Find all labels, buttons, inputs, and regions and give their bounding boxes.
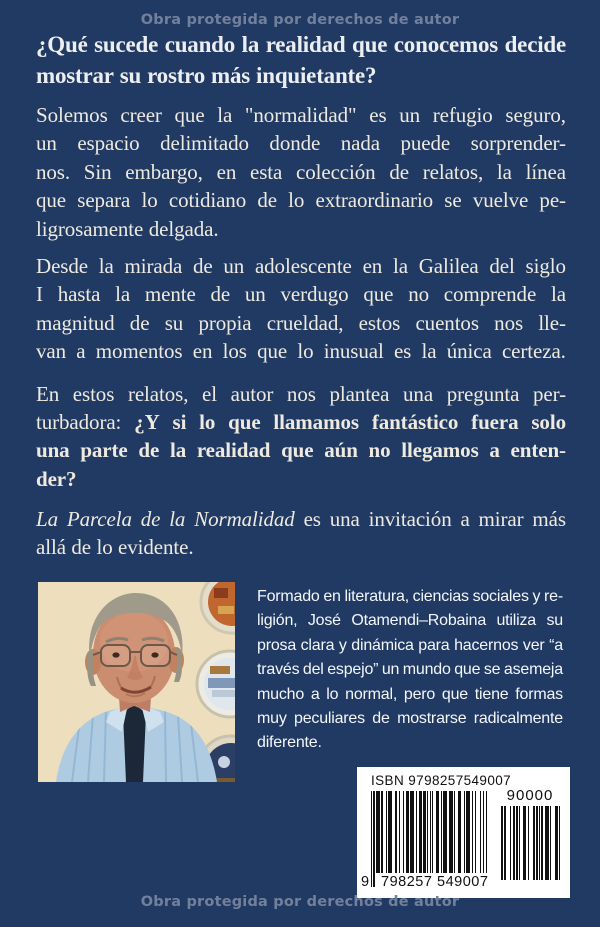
paragraph-invitacion xyxy=(36,507,566,564)
barcode-bar xyxy=(480,791,481,873)
text-line: un espacio delimitado donde nada puede sorprender- xyxy=(36,131,566,156)
text-line: mostrar su rostro más inquietante? xyxy=(36,63,377,88)
text-line: que separa lo cotidiano de lo extraordinario se vuelve pe- xyxy=(36,188,566,213)
text-line: turbadora: ¿Y si lo que llamamos fantástico fuera solo xyxy=(36,409,566,434)
text-line: través del espejo” un mundo que se asemeja xyxy=(257,661,563,679)
isbn-barcode-panel xyxy=(357,767,570,898)
text-line: Formado en literatura, ciencias sociales y re- xyxy=(257,588,563,605)
barcode-bar xyxy=(519,806,520,880)
barcode-bar xyxy=(386,791,387,873)
barcode-digit-group-2: 798257 xyxy=(378,873,435,891)
text-line: I hasta la mente de un verdugo que no comprende la xyxy=(36,282,566,307)
barcode-bar xyxy=(516,806,517,880)
barcode-bar xyxy=(403,791,404,873)
copyright-watermark-top: Obra protegida por derechos de autor xyxy=(140,12,460,28)
barcode-bar xyxy=(545,806,549,880)
text-line: En estos relatos, el autor nos plantea una pregunta per- xyxy=(36,381,566,406)
barcode-supplement-bars xyxy=(500,806,560,880)
barcode-bar xyxy=(419,791,423,873)
text-line: muy peculiares de mostrarse radicalmente xyxy=(257,709,563,727)
barcode-bar xyxy=(436,791,440,873)
barcode-bar xyxy=(423,791,425,873)
text-line: van a momentos en los que lo inusual es la única certeza. xyxy=(36,339,566,364)
barcode-digit-group-3: 549007 xyxy=(434,873,491,891)
author-portrait-illustration xyxy=(38,582,235,782)
paragraph-pregunta-perturbadora xyxy=(36,382,566,496)
barcode-bar xyxy=(441,791,442,873)
author-bio xyxy=(257,588,563,759)
text-line: nos. Sin embargo, en esta colección de relatos, la línea xyxy=(36,159,566,184)
text-line: una parte de la realidad que aún no llegamos a enten- xyxy=(36,438,566,463)
barcode-bar xyxy=(454,791,455,873)
isbn-label: ISBN 9798257549007 xyxy=(371,773,512,788)
barcode-bar xyxy=(432,791,433,873)
barcode-bar xyxy=(472,791,473,873)
copyright-watermark-bottom: Obra protegida por derechos de autor xyxy=(140,894,460,910)
barcode-bar xyxy=(410,791,414,873)
barcode-bar xyxy=(449,791,453,873)
barcode-digits xyxy=(361,873,491,893)
back-cover-text-column xyxy=(36,32,566,564)
barcode-bar xyxy=(458,791,462,873)
barcode-bar xyxy=(504,806,507,880)
barcode-bar xyxy=(376,791,380,873)
text-line: diferente. xyxy=(257,734,322,752)
text-line: prosa clara y dinámica para hacernos ver “a xyxy=(257,636,563,654)
barcode-bar xyxy=(536,806,537,880)
barcode-bar xyxy=(381,791,383,873)
text-line: ligrosamente delgada. xyxy=(36,216,219,241)
text-line: der? xyxy=(36,466,77,491)
barcode-bar xyxy=(443,791,447,873)
barcode-bar xyxy=(559,806,560,880)
text-line: Desde la mirada de un adolescente en la Galilea del siglo xyxy=(36,253,566,278)
barcode-bar xyxy=(528,806,529,880)
barcode-bar xyxy=(501,806,502,880)
text-line: mucho a lo normal, pero que tiene formas xyxy=(257,685,563,703)
barcode-bar xyxy=(539,806,540,880)
barcode-supplement-label: 90000 xyxy=(506,787,554,804)
text-line: Solemos creer que la "normalidad" es un refugio seguro, xyxy=(36,103,566,127)
barcode-bar xyxy=(541,806,542,880)
barcode-bar xyxy=(406,791,408,873)
headline xyxy=(36,32,566,94)
barcode-bar xyxy=(388,791,392,873)
text-line: ligión, José Otamendi–Robaina utiliza su xyxy=(257,612,563,630)
text-line: La Parcela de la Normalidad es una invitación a mirar más xyxy=(36,507,566,532)
barcode-bar xyxy=(510,806,511,880)
barcode-bar xyxy=(399,791,400,873)
barcode-bar xyxy=(464,791,465,873)
barcode-bar xyxy=(475,791,476,873)
barcode-bar xyxy=(395,791,396,873)
author-photo xyxy=(38,582,235,782)
paragraph-normalidad xyxy=(36,103,566,245)
barcode-digit-group-1: 9 xyxy=(361,874,370,890)
barcode-bar xyxy=(513,806,516,880)
text-line: allá de lo evidente. xyxy=(36,535,194,560)
barcode-bar xyxy=(550,806,551,880)
barcode-bar xyxy=(523,806,527,880)
barcode-bar xyxy=(416,791,417,873)
text-line: ¿Qué sucede cuando la realidad que conocemos decide xyxy=(36,32,566,57)
barcode-bar xyxy=(533,806,536,880)
barcode-bar xyxy=(555,806,558,880)
text-line: magnitud de su propia crueldad, estos cuentos nos lle- xyxy=(36,310,566,335)
paragraph-desde-la-mirada xyxy=(36,254,566,368)
barcode-bar xyxy=(466,791,470,873)
